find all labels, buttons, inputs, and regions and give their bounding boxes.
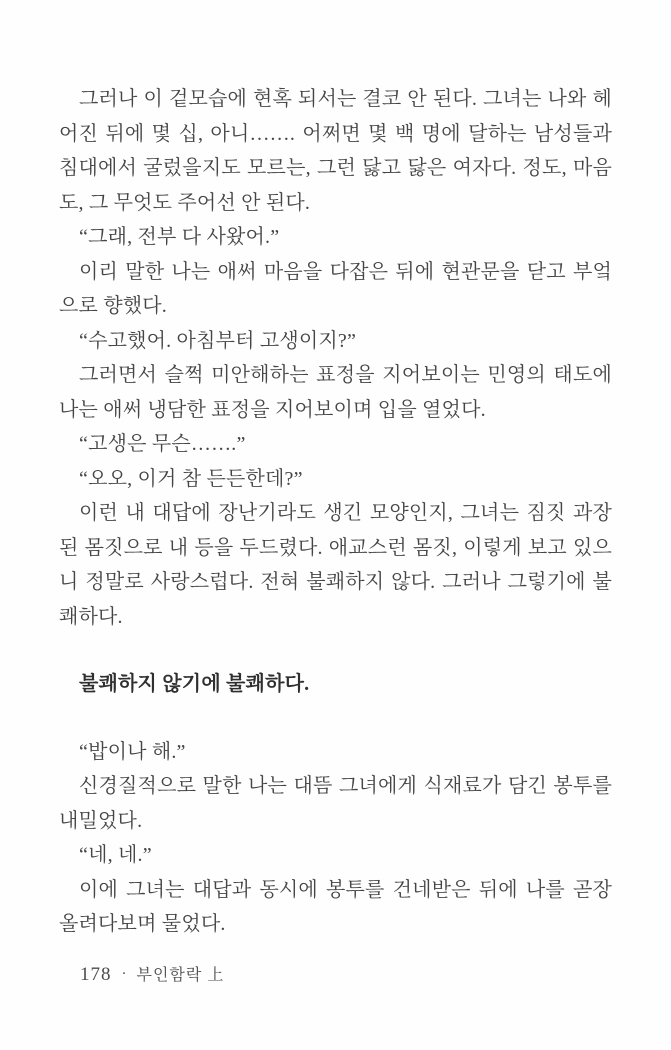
emphasis-line: 불쾌하지 않기에 불쾌하다. [79, 673, 310, 695]
narration-paragraph: 신경질적으로 말한 나는 대뜸 그녀에게 식재료가 담긴 봉투를 내밀었다. [59, 775, 612, 832]
page-footer [80, 962, 224, 986]
narration-paragraph: 이에 그녀는 대답과 동시에 봉투를 건네받은 뒤에 나를 곧장 올려다보며 물었다. [59, 878, 612, 935]
dialogue-line: “수고했어. 아침부터 고생이지?” [79, 329, 357, 352]
page-number: 178 [80, 964, 112, 985]
dialogue-line: “그래, 전부 다 사왔어.” [79, 226, 280, 248]
narration-paragraph: 그러나 이 겉모습에 현혹 되서는 결코 안 된다. 그녀는 나와 헤어진 뒤에 몇 십, 아니……. 어쩌면 몇 백 명에 달하는 남성들과 침대에서 굴렀을지도 모르는, 그런 닳고 닳은 여자다. 정도, 마음도, 그 무엇도 주어선 안 된다. [59, 88, 612, 214]
narration-paragraph: 이리 말한 나는 애써 마음을 다잡은 뒤에 현관문을 닫고 부엌으로 향했다. [59, 260, 612, 317]
dialogue-line: “고생은 무슨…….” [79, 433, 246, 455]
book-title: 부인함락 上 [136, 967, 225, 984]
dialogue-line: “밥이나 해.” [79, 740, 186, 763]
dialogue-line: “네, 네.” [79, 844, 152, 866]
dialogue-line: “오오, 이거 참 든든한데?” [79, 467, 303, 490]
footer-separator: · [121, 966, 127, 982]
narration-paragraph: 그러면서 슬쩍 미안해하는 표정을 지어보이는 민영의 태도에 나는 애써 냉담한 표정을 지어보이며 입을 열었다. [59, 364, 612, 421]
narration-paragraph: 이런 내 대답에 장난기라도 생긴 모양인지, 그녀는 짐짓 과장된 몸짓으로 내 등을 두드렸다. 애교스런 몸짓, 이렇게 보고 있으니 정말로 사랑스럽다. 전혀 불쾌하지 않다. 그러나 그렇기에 불쾌하다. [59, 502, 612, 628]
